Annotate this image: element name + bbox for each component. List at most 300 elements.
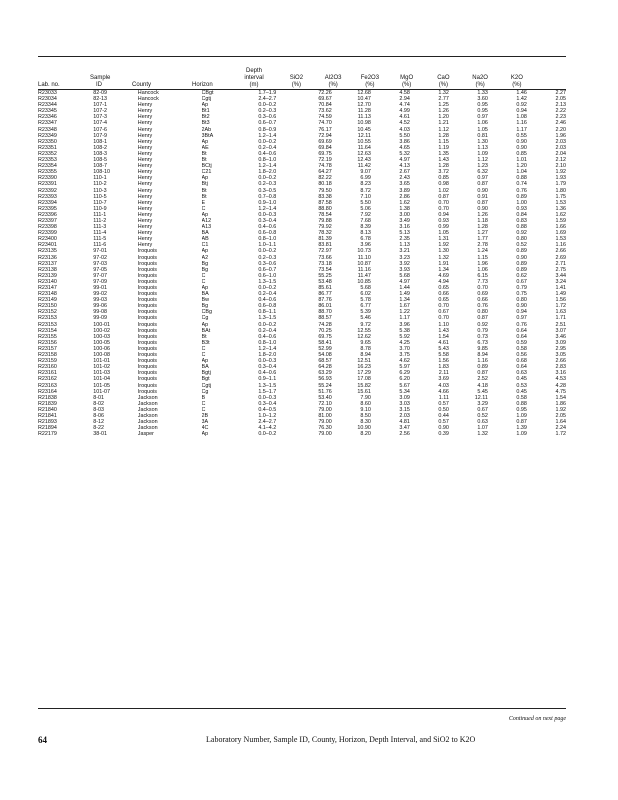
cell-al2o3: 15.82 xyxy=(357,382,371,389)
cell-sio2: 70.84 xyxy=(318,102,332,109)
cell-k2o: 2.05 xyxy=(555,96,566,103)
cell-sio2: 88.80 xyxy=(318,205,332,212)
cell-al2o3: 17.08 xyxy=(357,376,371,383)
cell-cao: 5.45 xyxy=(477,388,488,395)
cell-k2o: 2.83 xyxy=(555,364,566,371)
cell-na2o: 1.16 xyxy=(516,120,527,127)
cell-al2o3: 12.43 xyxy=(357,157,371,164)
cell-lab-no: R23147 xyxy=(38,285,57,291)
cell-horizon: C xyxy=(201,345,206,352)
cell-county: Iroquois xyxy=(137,370,157,377)
cell-mgo: 1.30 xyxy=(438,248,449,255)
cell-k2o: 3.16 xyxy=(555,370,566,377)
cell-k2o: 3.07 xyxy=(555,327,566,334)
cell-depth: 1.3–1.5 xyxy=(258,382,277,389)
cell-k2o: 2.13 xyxy=(555,102,566,109)
cell-k2o: 2.51 xyxy=(555,321,566,328)
header-al2o3 xyxy=(315,57,352,89)
cell-horizon: Ap xyxy=(201,321,209,328)
cell-sio2: 76.30 xyxy=(318,425,332,432)
cell-cao: 0.92 xyxy=(477,321,488,328)
cell-sample-id: 97-05 xyxy=(93,266,107,273)
cell-na2o: 0.55 xyxy=(516,132,527,139)
cell-fe2o3: 5.34 xyxy=(399,388,410,395)
cell-lab-no: R23395 xyxy=(38,205,57,212)
header-na2o-line1: Na2O xyxy=(472,75,488,81)
cell-k2o: 2.66 xyxy=(555,248,566,255)
cell-fe2o3: 3.21 xyxy=(399,248,410,255)
cell-mgo: 1.19 xyxy=(438,144,449,151)
cell-sio2: 69.67 xyxy=(318,96,332,103)
cell-mgo: 5.58 xyxy=(438,352,449,359)
header-county-line2: County xyxy=(132,82,152,88)
cell-na2o: 1.00 xyxy=(516,199,527,206)
cell-sample-id: 110-1 xyxy=(93,175,107,182)
cell-horizon: 2B xyxy=(201,412,209,419)
cell-cao: 4.18 xyxy=(477,382,488,389)
cell-lab-no: R21893 xyxy=(38,419,57,426)
cell-horizon: Bg xyxy=(201,266,209,273)
cell-sio2: 55.25 xyxy=(318,272,332,279)
cell-fe2o3: 3.47 xyxy=(399,425,410,432)
cell-horizon: Bt xyxy=(201,333,207,340)
cell-sample-id: 111-4 xyxy=(93,230,107,237)
cell-sio2: 73.18 xyxy=(318,260,332,267)
cell-horizon: Cgtj xyxy=(201,382,212,389)
cell-county: Henry xyxy=(137,157,153,164)
cell-sample-id: 101-04 xyxy=(93,376,110,383)
cell-sio2: 58.41 xyxy=(318,339,332,346)
cell-county: Jackson xyxy=(137,400,158,407)
cell-k2o: 2.66 xyxy=(555,358,566,365)
header-al2o3-line2: (%) xyxy=(328,82,338,88)
cell-horizon: B3t xyxy=(201,339,210,346)
cell-lab-no: R23390 xyxy=(38,175,57,182)
header-sio2 xyxy=(278,57,315,89)
cell-depth: 1.5–1.7 xyxy=(258,388,277,395)
cell-fe2o3: 2.43 xyxy=(399,175,410,182)
cell-mgo: 5.43 xyxy=(438,345,449,352)
header-cao-line1: CaO xyxy=(437,75,450,81)
cell-cao: 9.85 xyxy=(477,345,488,352)
cell-sio2: 72.10 xyxy=(318,400,332,407)
cell-sio2: 80.18 xyxy=(318,181,332,188)
cell-sample-id: 107-1 xyxy=(93,102,107,109)
table-bottom-rule xyxy=(38,708,566,709)
cell-lab-no: R23137 xyxy=(38,260,57,267)
cell-fe2o3: 3.65 xyxy=(399,181,410,188)
cell-sample-id: 97-03 xyxy=(93,260,107,267)
cell-sio2: 82.22 xyxy=(318,175,332,182)
cell-sio2: 87.76 xyxy=(318,297,332,304)
cell-al2o3: 9.10 xyxy=(360,406,371,413)
cell-k2o: 2.71 xyxy=(555,260,566,267)
cell-county: Henry xyxy=(137,120,153,127)
cell-county: Jackson xyxy=(137,394,158,401)
cell-lab-no: R23152 xyxy=(38,309,57,316)
cell-mgo: 2.77 xyxy=(438,96,449,103)
cell-cao: 1.96 xyxy=(477,260,488,267)
cell-sample-id: 99-09 xyxy=(93,315,107,322)
cell-depth: 1.0–1.1 xyxy=(258,242,277,249)
cell-mgo: 1.05 xyxy=(438,230,449,237)
cell-horizon: A13 xyxy=(201,224,212,231)
header-na2o-line2: (%) xyxy=(475,82,485,88)
cell-cao: 1.12 xyxy=(477,157,488,164)
cell-mgo: 0.99 xyxy=(438,224,449,231)
cell-horizon: Cg xyxy=(201,388,209,395)
cell-k2o: 2.22 xyxy=(555,108,566,115)
cell-fe2o3: 1.17 xyxy=(399,315,410,322)
cell-fe2o3: 2.35 xyxy=(399,236,410,243)
cell-depth: 0.9–1.0 xyxy=(258,199,277,206)
cell-al2o3: 11.28 xyxy=(357,108,371,115)
cell-fe2o3: 5.13 xyxy=(399,230,410,237)
cell-na2o: 0.89 xyxy=(516,248,527,255)
cell-lab-no: R23391 xyxy=(38,181,57,188)
cell-county: Jasper xyxy=(137,431,154,438)
cell-lab-no: R23351 xyxy=(38,144,57,151)
cell-k2o: 2.24 xyxy=(555,425,566,432)
cell-na2o: 0.76 xyxy=(516,321,527,328)
cell-cao: 1.05 xyxy=(477,126,488,133)
cell-cao: 1.24 xyxy=(477,248,488,255)
cell-county: Henry xyxy=(137,205,153,212)
cell-sample-id: 101-07 xyxy=(93,388,110,395)
cell-k2o: 1.92 xyxy=(555,169,566,176)
cell-fe2o3: 4.97 xyxy=(399,278,410,285)
cell-horizon: Btj xyxy=(201,181,208,188)
continued-note: Continued on next page xyxy=(508,716,566,722)
cell-k2o: 4.75 xyxy=(555,388,566,395)
cell-sample-id: 100-08 xyxy=(93,352,110,359)
cell-depth: 4.1–4.2 xyxy=(258,425,277,432)
cell-lab-no: R23354 xyxy=(38,163,57,170)
cell-mgo: 1.32 xyxy=(438,254,449,261)
cell-depth: 1.2–1.4 xyxy=(258,132,277,139)
cell-mgo: 4.66 xyxy=(438,388,449,395)
cell-depth: 0.4–0.6 xyxy=(258,224,277,231)
cell-sio2: 73.66 xyxy=(318,254,332,261)
cell-na2o: 0.56 xyxy=(516,352,527,359)
cell-cao: 8.94 xyxy=(477,352,488,359)
data-table xyxy=(38,90,566,437)
header-depth-line2: interval xyxy=(244,75,264,81)
cell-lab-no: R23164 xyxy=(38,388,57,395)
cell-horizon: CBg xyxy=(201,309,212,316)
cell-sio2: 72.19 xyxy=(318,157,332,164)
header-sample-id xyxy=(90,57,132,89)
cell-horizon: Cgtj xyxy=(201,96,212,103)
cell-cao: 1.06 xyxy=(477,120,488,127)
cell-sio2: 69.75 xyxy=(318,150,332,157)
cell-cao: 0.87 xyxy=(477,315,488,322)
cell-cao: 1.27 xyxy=(477,230,488,237)
cell-al2o3: 16.23 xyxy=(357,364,371,371)
cell-na2o: 0.64 xyxy=(516,327,527,334)
cell-na2o: 1.08 xyxy=(516,114,527,121)
header-al2o3-line1: Al2O3 xyxy=(324,75,342,81)
cell-cao: 1.77 xyxy=(477,236,488,243)
cell-cao: 0.69 xyxy=(477,291,488,298)
cell-county: Henry xyxy=(137,193,153,200)
cell-sio2: 72.97 xyxy=(318,248,332,255)
header-cao xyxy=(425,57,462,89)
cell-sio2: 56.93 xyxy=(318,376,332,383)
cell-depth: 1.2–1.4 xyxy=(258,345,277,352)
header-k2o-line1: K2O xyxy=(510,75,523,81)
cell-na2o: 0.88 xyxy=(516,175,527,182)
cell-sio2: 76.17 xyxy=(318,126,332,133)
cell-sio2: 55.24 xyxy=(318,382,332,389)
cell-sample-id: 8-22 xyxy=(93,425,104,432)
cell-cao: 1.07 xyxy=(477,425,488,432)
cell-al2o3: 8.78 xyxy=(360,345,371,352)
cell-al2o3: 8.20 xyxy=(360,431,371,438)
cell-depth: 1.7–1.9 xyxy=(258,90,277,96)
cell-horizon: Bw xyxy=(201,297,209,304)
cell-cao: 0.89 xyxy=(477,364,488,371)
cell-mgo: 3.69 xyxy=(438,376,449,383)
cell-lab-no: R21841 xyxy=(38,412,57,419)
cell-horizon: Ap xyxy=(201,358,209,365)
cell-na2o: 0.63 xyxy=(516,370,527,377)
cell-k2o: 2.75 xyxy=(555,266,566,273)
cell-mgo: 3.72 xyxy=(438,169,449,176)
cell-mgo: 1.91 xyxy=(438,260,449,267)
header-sample-id-line1: Sample xyxy=(90,75,111,81)
cell-mgo: 1.43 xyxy=(438,157,449,164)
cell-county: Henry xyxy=(137,102,153,109)
cell-sio2: 74.78 xyxy=(318,163,332,170)
cell-depth: 0.2–0.4 xyxy=(258,144,277,151)
cell-lab-no: R23396 xyxy=(38,211,57,218)
cell-cao: 1.30 xyxy=(477,138,488,145)
cell-cao: 0.87 xyxy=(477,181,488,188)
cell-lab-no: R23156 xyxy=(38,339,57,346)
cell-mgo: 0.44 xyxy=(438,412,449,419)
cell-mgo: 1.28 xyxy=(438,163,449,170)
cell-cao: 0.80 xyxy=(477,309,488,316)
cell-sio2: 79.00 xyxy=(318,406,332,413)
cell-cao: 1.06 xyxy=(477,266,488,273)
cell-al2o3: 12.51 xyxy=(357,358,371,365)
cell-na2o: 0.87 xyxy=(516,419,527,426)
cell-sio2: 69.84 xyxy=(318,144,332,151)
cell-k2o: 1.49 xyxy=(555,291,566,298)
cell-fe2o3: 2.03 xyxy=(399,412,410,419)
cell-fe2o3: 4.97 xyxy=(399,157,410,164)
cell-depth: 0.2–0.4 xyxy=(258,291,277,298)
header-sio2-line1: SiO2 xyxy=(289,75,304,81)
cell-horizon: C xyxy=(201,352,206,359)
cell-cao: 2.78 xyxy=(477,242,488,249)
cell-fe2o3: 4.74 xyxy=(399,102,410,109)
cell-county: Henry xyxy=(137,138,153,145)
cell-k2o: 1.64 xyxy=(555,419,566,426)
cell-na2o: 1.46 xyxy=(516,90,527,96)
header-k2o-line2: (%) xyxy=(512,82,522,88)
cell-na2o: 0.92 xyxy=(516,230,527,237)
cell-al2o3: 10.85 xyxy=(357,278,371,285)
cell-fe2o3: 4.03 xyxy=(399,126,410,133)
cell-al2o3: 6.99 xyxy=(360,175,371,182)
cell-depth: 0.6–0.8 xyxy=(258,303,277,310)
cell-sample-id: 107-4 xyxy=(93,120,107,127)
cell-cao: 6.73 xyxy=(477,339,488,346)
cell-depth: 0.0–0.2 xyxy=(258,248,277,255)
cell-fe2o3: 5.97 xyxy=(399,364,410,371)
cell-county: Henry xyxy=(137,150,153,157)
cell-lab-no: R23033 xyxy=(38,90,57,96)
cell-county: Hancock xyxy=(137,90,159,96)
cell-sample-id: 100-03 xyxy=(93,333,110,340)
cell-sample-id: 101-05 xyxy=(93,382,110,389)
header-mgo-line2: (%) xyxy=(401,82,412,88)
cell-mgo: 4.69 xyxy=(438,272,449,279)
cell-horizon: Bt1 xyxy=(201,108,210,115)
cell-mgo: 1.20 xyxy=(438,114,449,121)
cell-horizon: Ap xyxy=(201,138,209,145)
cell-mgo: 1.83 xyxy=(438,364,449,371)
cell-sio2: 74.28 xyxy=(318,321,332,328)
cell-cao: 0.76 xyxy=(477,303,488,310)
cell-al2o3: 11.16 xyxy=(357,266,371,273)
cell-sio2: 86.77 xyxy=(318,291,332,298)
cell-lab-no: R23355 xyxy=(38,169,57,176)
cell-cao: 6.32 xyxy=(477,169,488,176)
cell-k2o: 2.27 xyxy=(555,90,566,96)
cell-al2o3: 5.50 xyxy=(360,199,371,206)
cell-horizon: Ap xyxy=(201,211,209,218)
cell-na2o: 0.76 xyxy=(516,187,527,194)
cell-sio2: 64.28 xyxy=(318,364,332,371)
cell-al2o3: 9.07 xyxy=(360,169,371,176)
cell-mgo: 1.15 xyxy=(438,138,449,145)
cell-k2o: 2.03 xyxy=(555,144,566,151)
cell-na2o: 0.90 xyxy=(516,138,527,145)
cell-horizon: C xyxy=(201,272,206,279)
cell-al2o3: 12.55 xyxy=(357,327,371,334)
cell-na2o: 1.39 xyxy=(516,425,527,432)
cell-sio2: 88.57 xyxy=(318,315,332,322)
cell-lab-no: R23153 xyxy=(38,315,57,322)
cell-sample-id: 111-2 xyxy=(93,217,107,224)
cell-sio2: 68.57 xyxy=(318,358,332,365)
cell-sample-id: 8-02 xyxy=(93,400,104,407)
cell-mgo: 0.93 xyxy=(438,217,449,224)
cell-horizon: AB xyxy=(201,236,209,243)
cell-k2o: 1.16 xyxy=(555,242,566,249)
cell-lab-no: R23158 xyxy=(38,352,57,359)
cell-county: Henry xyxy=(137,144,153,151)
cell-cao: 1.15 xyxy=(477,254,488,261)
cell-al2o3: 12.68 xyxy=(357,90,371,96)
cell-na2o: 0.45 xyxy=(516,388,527,395)
cell-sio2: 69.75 xyxy=(318,333,332,340)
cell-mgo: 0.65 xyxy=(438,285,449,291)
cell-depth: 0.2–0.3 xyxy=(258,254,277,261)
cell-sio2: 78.32 xyxy=(318,230,332,237)
cell-fe2o3: 3.93 xyxy=(399,266,410,273)
header-k2o xyxy=(499,57,536,89)
cell-al2o3: 8.72 xyxy=(360,187,371,194)
cell-county: Henry xyxy=(137,211,153,218)
cell-sample-id: 8-01 xyxy=(93,394,104,401)
cell-sample-id: 8-12 xyxy=(93,419,104,426)
cell-al2o3: 5.06 xyxy=(360,205,371,212)
cell-fe2o3: 3.49 xyxy=(399,217,410,224)
cell-county: Iroquois xyxy=(137,291,157,298)
cell-county: Henry xyxy=(137,132,153,139)
cell-horizon: Bg xyxy=(201,303,209,310)
cell-sample-id: 101-02 xyxy=(93,364,110,371)
header-depth-line1: Depth xyxy=(245,68,262,74)
cell-horizon: Bt3 xyxy=(201,120,210,127)
cell-k2o: 2.23 xyxy=(555,114,566,121)
cell-k2o: 1.56 xyxy=(555,297,566,304)
cell-depth: 0.0–0.2 xyxy=(258,175,277,182)
cell-mgo: 0.67 xyxy=(438,309,449,316)
cell-depth: 0.6–0.7 xyxy=(258,266,277,273)
cell-fe2o3: 3.00 xyxy=(399,211,410,218)
cell-k2o: 1.66 xyxy=(555,224,566,231)
cell-al2o3: 9.65 xyxy=(360,339,371,346)
cell-county: Iroquois xyxy=(137,315,157,322)
cell-county: Iroquois xyxy=(137,297,157,304)
cell-fe2o3: 4.65 xyxy=(399,144,410,151)
cell-sio2: 51.76 xyxy=(318,388,332,395)
cell-al2o3: 8.13 xyxy=(360,230,371,237)
cell-sio2: 52.99 xyxy=(318,345,332,352)
cell-county: Iroquois xyxy=(137,309,157,316)
cell-county: Henry xyxy=(137,108,153,115)
cell-mgo: 1.11 xyxy=(438,394,449,401)
header-fe2o3-line1: Fe2O3 xyxy=(360,75,380,81)
cell-k2o: 4.28 xyxy=(555,382,566,389)
cell-depth: 0.0–0.2 xyxy=(258,285,277,291)
cell-county: Henry xyxy=(137,236,153,243)
cell-county: Henry xyxy=(137,114,153,121)
cell-na2o: 0.94 xyxy=(516,309,527,316)
cell-al2o3: 5.68 xyxy=(360,285,371,291)
cell-sample-id: 8-03 xyxy=(93,406,104,413)
cell-horizon: C xyxy=(201,278,206,285)
cell-lab-no: R23155 xyxy=(38,333,57,340)
header-fe2o3 xyxy=(352,57,389,89)
cell-al2o3: 7.68 xyxy=(360,217,371,224)
cell-county: Iroquois xyxy=(137,339,157,346)
cell-fe2o3: 1.22 xyxy=(399,309,410,316)
cell-mgo: 1.43 xyxy=(438,327,449,334)
cell-mgo: 4.61 xyxy=(438,339,449,346)
cell-sample-id: 110-5 xyxy=(93,193,107,200)
cell-sio2: 53.40 xyxy=(318,394,332,401)
cell-k2o: 2.12 xyxy=(555,157,566,164)
cell-fe2o3: 1.67 xyxy=(399,303,410,310)
cell-depth: 0.3–0.4 xyxy=(258,217,277,224)
cell-na2o: 0.94 xyxy=(516,108,527,115)
cell-sample-id: 97-07 xyxy=(93,272,107,279)
cell-horizon: 2Ab xyxy=(201,126,212,133)
cell-horizon: Bt xyxy=(201,193,207,200)
header-horizon-line2: Horizon xyxy=(192,82,213,88)
cell-mgo: 0.70 xyxy=(438,205,449,212)
cell-k2o: 1.36 xyxy=(555,205,566,212)
cell-county: Iroquois xyxy=(137,382,157,389)
cell-horizon: Bgt xyxy=(201,376,210,383)
cell-horizon: C1 xyxy=(201,242,209,249)
